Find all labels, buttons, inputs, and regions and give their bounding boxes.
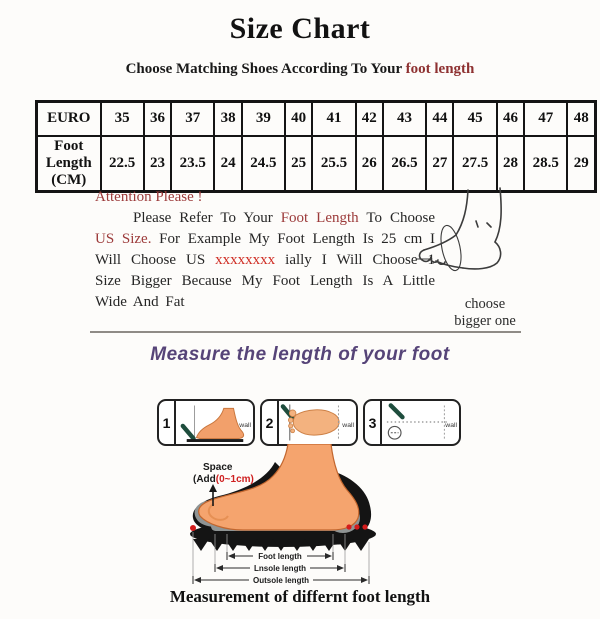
attention-text-us-size: US Size. xyxy=(95,231,152,247)
section-divider xyxy=(90,331,521,333)
foot-length-cell: 27 xyxy=(426,136,453,192)
foot-length-cell: 24.5 xyxy=(242,136,285,192)
toe-dot xyxy=(190,525,196,531)
heel-dot xyxy=(354,524,359,529)
euro-size-cell: 47 xyxy=(524,102,567,136)
foot-length-cell: 26.5 xyxy=(383,136,426,192)
wall-label: wall xyxy=(239,421,252,429)
measure-section-heading: Measure the length of your foot xyxy=(150,344,450,365)
euro-size-cell: 35 xyxy=(101,102,144,136)
up-arrow-icon xyxy=(209,484,217,492)
foot-length-cell: 28 xyxy=(497,136,524,192)
foot-in-shoe-icon xyxy=(199,444,359,530)
euro-size-cell: 36 xyxy=(144,102,171,136)
space-add-value: (0~1cm) xyxy=(215,474,254,485)
euro-size-cell: 42 xyxy=(356,102,383,136)
marker-icon xyxy=(183,426,194,439)
attention-text-redacted: xxxxxxxx xyxy=(215,252,276,268)
table-row xyxy=(37,102,596,136)
step-number: 1 xyxy=(159,401,176,444)
foot-length-cell: 24 xyxy=(214,136,241,192)
wall-label: wall xyxy=(445,421,458,429)
euro-size-cell: 46 xyxy=(497,102,524,136)
measure-distance-icon xyxy=(382,401,459,444)
step-panel-2 xyxy=(260,399,358,446)
euro-size-cell: 43 xyxy=(383,102,426,136)
footprint-trace-icon xyxy=(279,401,356,444)
foot-length-cell: 25 xyxy=(285,136,312,192)
footprint-icon xyxy=(293,410,339,435)
insole-length-label: Lnsole length xyxy=(254,564,306,573)
euro-size-cell: 40 xyxy=(285,102,312,136)
attention-text: To Choose xyxy=(358,210,435,226)
choose-bigger-note xyxy=(420,296,550,330)
space-add-label xyxy=(193,474,254,485)
attention-text: ially I Will Choose 1 Size Bigger Because My Foot Length Is A Little Wide And Fat xyxy=(95,252,435,310)
heel-dot xyxy=(346,524,351,529)
attention-heading: Attention Please ! xyxy=(95,189,203,205)
heel-dot xyxy=(362,524,367,529)
foot-length-cell: 23 xyxy=(144,136,171,192)
subtitle-prefix: Choose Matching Shoes According To Your xyxy=(125,61,406,77)
step-panel-3 xyxy=(363,399,461,446)
shoe-cross-section-illustration xyxy=(183,444,437,586)
shoe-cross-section-diagram xyxy=(183,444,437,591)
step-number: 2 xyxy=(262,401,279,444)
space-add-prefix: (Add xyxy=(193,474,216,485)
foot-length-label: Foot length xyxy=(258,552,302,561)
euro-size-cell: 48 xyxy=(567,102,595,136)
space-label: Space xyxy=(203,462,233,473)
foot-length-row-header: Foot Length (CM) xyxy=(37,136,101,192)
attention-section xyxy=(95,189,435,313)
page-title: Size Chart xyxy=(229,12,371,45)
euro-size-cell: 45 xyxy=(453,102,496,136)
attention-text-foot-length: Foot Length xyxy=(280,210,359,226)
attention-body xyxy=(95,208,435,313)
euro-size-cell: 38 xyxy=(214,102,241,136)
foot-length-cell: 22.5 xyxy=(101,136,144,192)
foot-length-cell: 29 xyxy=(567,136,595,192)
bottom-caption: Measurement of differnt foot length xyxy=(169,587,431,606)
euro-size-cell: 41 xyxy=(312,102,355,136)
foot-length-cell: 26 xyxy=(356,136,383,192)
choose-bigger-line1: choose xyxy=(464,296,506,312)
step-panel-1 xyxy=(157,399,255,446)
euro-row-header: EURO xyxy=(37,102,101,136)
foot-length-cell: 25.5 xyxy=(312,136,355,192)
foot-length-cell: 23.5 xyxy=(171,136,214,192)
outsole-length-label: Outsole length xyxy=(253,576,309,585)
subtitle-highlight: foot length xyxy=(405,61,475,77)
marker-icon xyxy=(391,405,403,417)
attention-text: Please Refer To Your xyxy=(133,210,281,226)
step-number: 3 xyxy=(365,401,382,444)
size-conversion-table xyxy=(35,100,597,193)
choose-bigger-line2: bigger one xyxy=(454,313,516,329)
table-row xyxy=(37,136,596,192)
foot-outline-sketch-icon xyxy=(416,186,534,294)
measurement-steps xyxy=(157,399,461,446)
euro-size-cell: 44 xyxy=(426,102,453,136)
subtitle xyxy=(0,61,600,78)
foot-length-cell: 28.5 xyxy=(524,136,567,192)
euro-size-cell: 39 xyxy=(242,102,285,136)
attention-text: For Example My Foot Length Is 25 cm I Will Choose US xyxy=(95,231,436,268)
wall-label: wall xyxy=(342,421,355,429)
foot-length-cell: 27.5 xyxy=(453,136,496,192)
euro-size-cell: 37 xyxy=(171,102,214,136)
foot-side-icon xyxy=(196,408,243,438)
foot-side-measure-icon xyxy=(176,401,253,444)
